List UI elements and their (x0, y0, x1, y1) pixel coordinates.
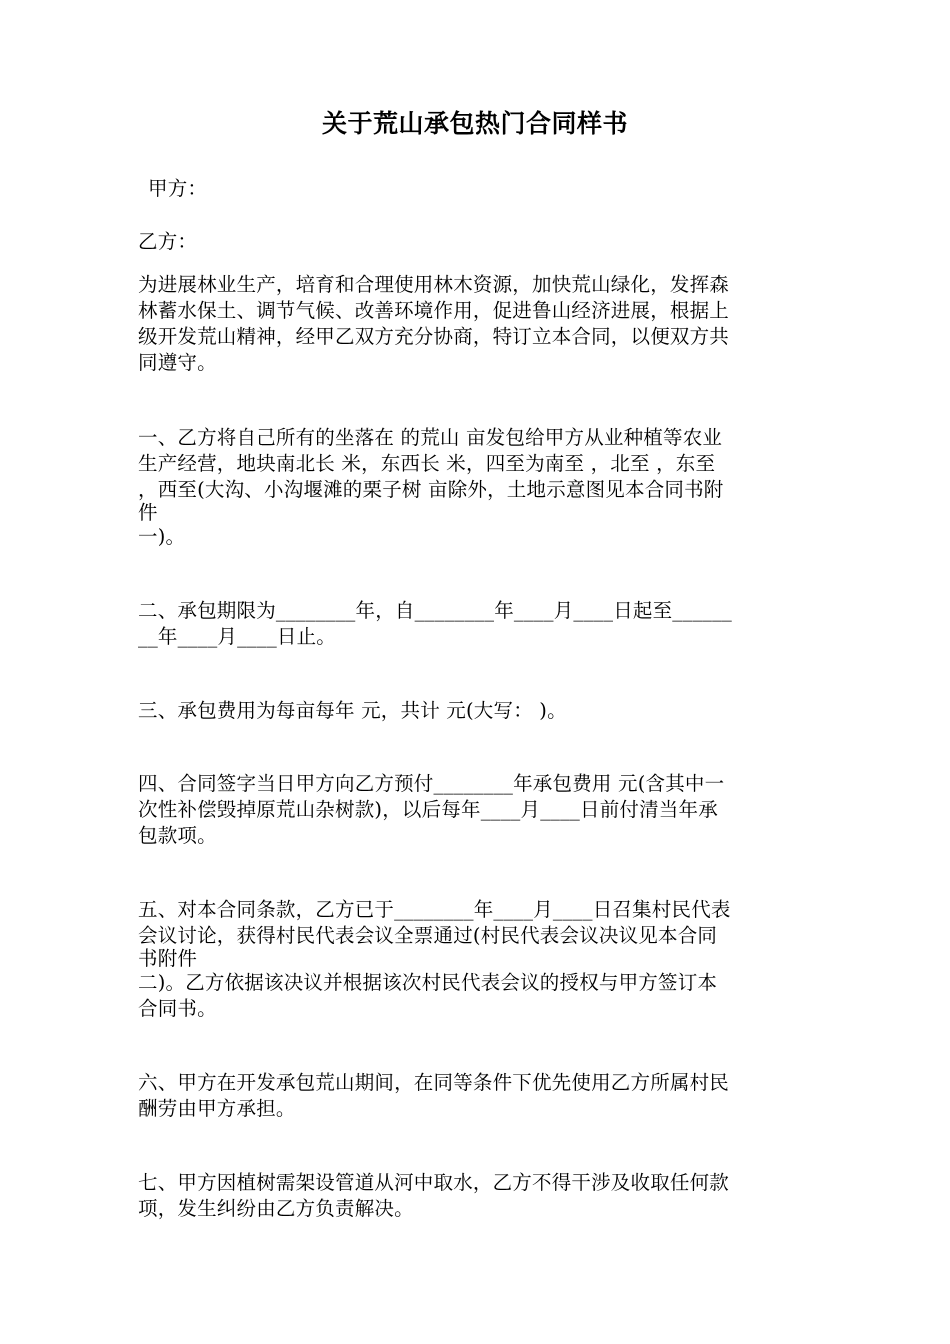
clause-line: 项，发生纠纷由乙方负责解决。 (138, 1197, 414, 1220)
clause-line: 会议讨论，获得村民代表会议全票通过(村民代表会议决议见本合同 (138, 924, 718, 947)
clause-line: 件 (138, 501, 158, 524)
intro-line: 同遵守。 (138, 351, 217, 374)
intro-line: 林蓄水保土、调节气候、改善环境作用，促进鲁山经济进展，根据上 (138, 299, 730, 322)
clause-line: 书附件 (138, 947, 198, 970)
clause-line: 生产经营，地块南北长 米，东西长 米，四至为南至 ，北至 ，东至 (138, 452, 716, 475)
document-title: 关于荒山承包热门合同样书 (321, 109, 628, 138)
clause-line: 三、承包费用为每亩每年 元，共计 元(大写： )。 (138, 699, 567, 722)
clause-line: 包款项。 (138, 824, 217, 847)
intro-line: 为进展林业生产，培育和合理使用林木资源，加快荒山绿化，发挥森 (138, 273, 730, 296)
clause-line: 四、合同签字当日甲方向乙方预付________年承包费用 元(含其中一 (138, 772, 725, 795)
clause-line: 一)。 (138, 525, 186, 548)
clause-line: __年____月____日止。 (138, 625, 337, 648)
party-b-label: 乙方： (138, 230, 198, 253)
clause-line: 酬劳由甲方承担。 (138, 1097, 296, 1120)
intro-line: 级开发荒山精神，经甲乙双方充分协商，特订立本合同，以便双方共 (138, 325, 730, 348)
clause-line: 二)。乙方依据该决议并根据该次村民代表会议的授权与甲方签订本 (138, 971, 718, 994)
clause-line: 七、甲方因植树需架设管道从河中取水，乙方不得干涉及收取任何款 (138, 1171, 730, 1194)
clause-line: 五、对本合同条款，乙方已于________年____月____日召集村民代表 (138, 898, 731, 921)
clause-line: 二、承包期限为________年，自________年____月____日起至______ (138, 599, 733, 622)
party-a-label: 甲方： (148, 177, 208, 200)
clause-line: 六、甲方在开发承包荒山期间，在同等条件下优先使用乙方所属村民 (138, 1071, 730, 1094)
clause-line: 一、乙方将自己所有的坐落在 的荒山 亩发包给甲方从业种植等农业 (138, 426, 723, 449)
clause-line: 合同书。 (138, 997, 217, 1020)
clause-line: 次性补偿毁掉原荒山杂树款)，以后每年____月____日前付清当年承 (138, 798, 718, 821)
clause-line: ，西至(大沟、小沟堰滩的栗子树 亩除外，土地示意图见本合同书附 (138, 478, 724, 501)
